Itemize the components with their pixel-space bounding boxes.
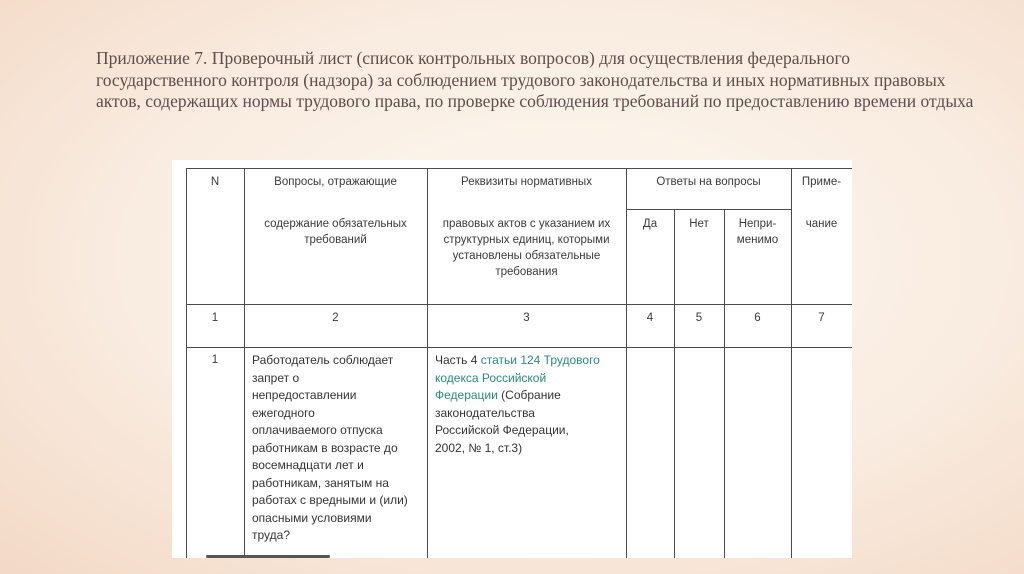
header-no: Нет xyxy=(689,218,709,230)
table-divider xyxy=(626,209,791,210)
table-divider xyxy=(186,347,852,348)
requisites-suffix: (Собрание законодательства Российской Федерации, 2002, № 1, ст.3) xyxy=(435,388,569,455)
header-questions-line2: содержание обязательных требований xyxy=(264,218,407,246)
header-requisites-line2: правовых актов с указанием их структурных единиц, которыми установлены обязательные требования xyxy=(442,218,611,278)
table-divider xyxy=(186,304,852,305)
col-number-6: 6 xyxy=(754,312,761,324)
header-note-line2: чание xyxy=(805,218,838,230)
header-n: N xyxy=(210,176,220,188)
header-yes: Да xyxy=(642,218,658,230)
table-divider xyxy=(427,168,428,558)
table-border-top xyxy=(186,168,852,169)
col-number-4: 4 xyxy=(646,312,654,324)
col-number-2: 2 xyxy=(332,312,339,324)
col-number-1: 1 xyxy=(211,312,219,324)
slide-title: Приложение 7. Проверочный лист (список контрольных вопросов) для осуществления федерального государственного контроля (надзора) за соблюдением трудового законодательства и иных нормативных правовых актов, содержащих нормы трудового права, по проверке соблюдения требований по предоставлению времени отдыха xyxy=(96,48,974,111)
requisites-prefix: Часть 4 xyxy=(435,353,481,367)
header-note-line1: Приме- xyxy=(801,176,842,188)
header-requisites-line1: Реквизиты нормативных xyxy=(461,176,592,188)
row-number: 1 xyxy=(211,354,219,366)
horizontal-scrollbar[interactable] xyxy=(206,555,330,558)
col-number-3: 3 xyxy=(523,312,530,324)
col-number-7: 7 xyxy=(818,312,825,324)
header-answers: Ответы на вопросы xyxy=(656,176,761,188)
table-divider xyxy=(244,168,245,558)
checklist-table xyxy=(172,160,852,558)
header-questions-line1: Вопросы, отражающие xyxy=(274,176,397,188)
row-requisites xyxy=(435,352,623,457)
row-question: Работодатель соблюдает запрет о непредоставлении ежегодного оплачиваемого отпуска работникам в возрасте до восемнадцати лет и работникам, занятым на работах с вредными и (или) опасными условиями труда? xyxy=(252,353,408,542)
header-not-applicable: Непри- менимо xyxy=(736,218,779,246)
table-divider xyxy=(724,209,725,558)
col-number-5: 5 xyxy=(695,312,703,324)
table-divider xyxy=(674,209,675,558)
labor-code-link[interactable]: статьи 124 Трудового кодекса Российской Федерации xyxy=(435,353,600,402)
